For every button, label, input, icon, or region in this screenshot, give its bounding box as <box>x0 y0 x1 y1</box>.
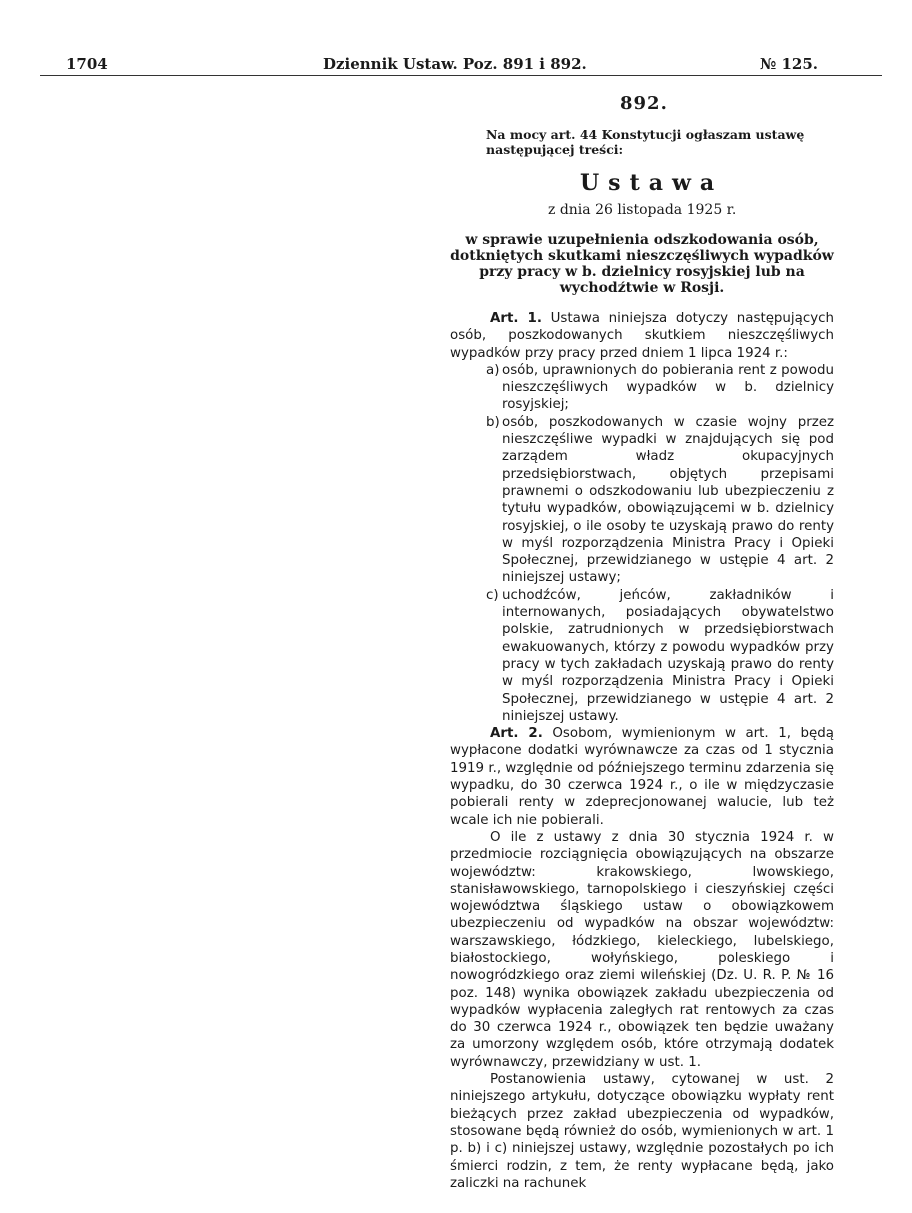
page-number: 1704 <box>66 55 108 73</box>
act-date: z dnia 26 listopada 1925 r. <box>548 202 737 218</box>
issue-number: № 125. <box>759 55 818 73</box>
header-rule <box>40 75 882 76</box>
art1-a-label: a) <box>486 362 500 378</box>
act-body <box>450 310 834 1192</box>
art2-label: Art. 2. <box>490 726 543 742</box>
art2-paragraph-2: O ile z ustawy z dnia 30 stycznia 1924 r. w przedmiocie rozciągnięcia obowiązujących na obszarze województw: krakowskiego, lwowskiego, stanisławowskiego, tarnopolskiego i cieszyńskiej części województwa śląskiego ustaw o obowiązkowem ubezpieczeniu od wypadków na obszar województw: warszawskiego, łódzkiego, kieleckiego, lubelskiego, białostockiego, wołyńskiego, poleskiego i nowogródzkiego oraz ziemi wileńskiej (Dz. U. R. P. № 16 poz. 148) wynika obowiązek zakładu ubezpieczenia od wypadków wypłacenia zaległych rat rentowych za czas do 30 czerwca 1924 r., obowiązek ten będzie uważany za umorzony względem osób, które otrzymają dodatek wyrównawczy, przewidziany w ust. 1. <box>450 829 834 1070</box>
art1-intro <box>450 310 834 362</box>
intro-text: Na mocy art. 44 Konstytucji ogłaszam ustawę następującej treści: <box>486 127 805 157</box>
art1-c-text: uchodźców, jeńców, zakładników i internowanych, posiadających obywatelstwo polskie, zatrudnionych w przedsiębiorstwach ewakuowanych, którzy z powodu wypadków przy pracy w tych zakładach uzyskają prawo do renty w myśl rozporządzenia Ministra Pracy i Opieki Społecznej, przewidzianego w ustępie 4 art. 2 niniejszej ustawy. <box>502 587 834 724</box>
position-number: 892. <box>620 93 668 114</box>
page-header <box>40 55 882 77</box>
art2-p1-text: Osobom, wymienionym w art. 1, będą wypłacone dodatki wyrównawcze za czas od 1 stycznia 1919 r., względnie od późniejszego terminu zdarzenia się wypadku, do 30 czerwca 1924 r., o ile w międzyczasie pobierali renty w zdeprecjonowanej walucie, lub też wcale ich nie pobierali. <box>450 726 834 828</box>
art1-label: Art. 1. <box>490 311 542 326</box>
art2-paragraph-1 <box>450 725 834 829</box>
art1-item-b <box>450 414 834 587</box>
art1-b-label: b) <box>486 414 500 430</box>
act-title: Ustawa <box>580 170 724 196</box>
journal-title: Dziennik Ustaw. Poz. 891 i 892. <box>323 55 587 73</box>
art1-item-c <box>450 587 834 725</box>
art1-item-a <box>450 362 834 414</box>
art1-text: Ustawa niniejsza dotyczy następujących osób, poszkodowanych skutkiem nieszczęśliwych wypadków przy pracy przed dniem 1 lipca 1924 r.: <box>450 311 834 361</box>
art2-paragraph-3: Postanowienia ustawy, cytowanej w ust. 2 niniejszego artykułu, dotyczące obowiązku wypłaty rent bieżących przez zakład ubezpieczenia od wypadków, stosowane będą również do osób, wymienionych w art. 1 p. b) i c) niniejszej ustawy, względnie pozostałych po ich śmierci rodzin, z tem, że renty wypłacane będą, jako zaliczki na rachunek <box>450 1072 834 1191</box>
act-subject: w sprawie uzupełnienia odszkodowania osób, dotkniętych skutkami nieszczęśliwych wypadków przy pracy w b. dzielnicy rosyjskiej lub na wychodźtwie w Rosji. <box>450 232 834 296</box>
art1-a-text: osób, uprawnionych do pobierania rent z powodu nieszczęśliwych wypadków w b. dzielnicy rosyjskiej; <box>502 362 834 413</box>
art1-c-label: c) <box>486 587 499 603</box>
art1-b-text: osób, poszkodowanych w czasie wojny przez nieszczęśliwe wypadki w znajdujących się pod zarządem władz okupacyjnych przedsiębiorstwach, objętych przepisami prawnemi o odszkodowaniu lub ubezpieczeniu z tytułu wypadków, obowiązującemi w b. dzielnicy rosyjskiej, o ile osoby te uzyskają prawo do renty w myśl rozporządzenia Ministra Pracy i Opieki Społecznej, przewidzianego w ustępie 4 art. 2 niniejszej ustawy; <box>502 414 834 586</box>
